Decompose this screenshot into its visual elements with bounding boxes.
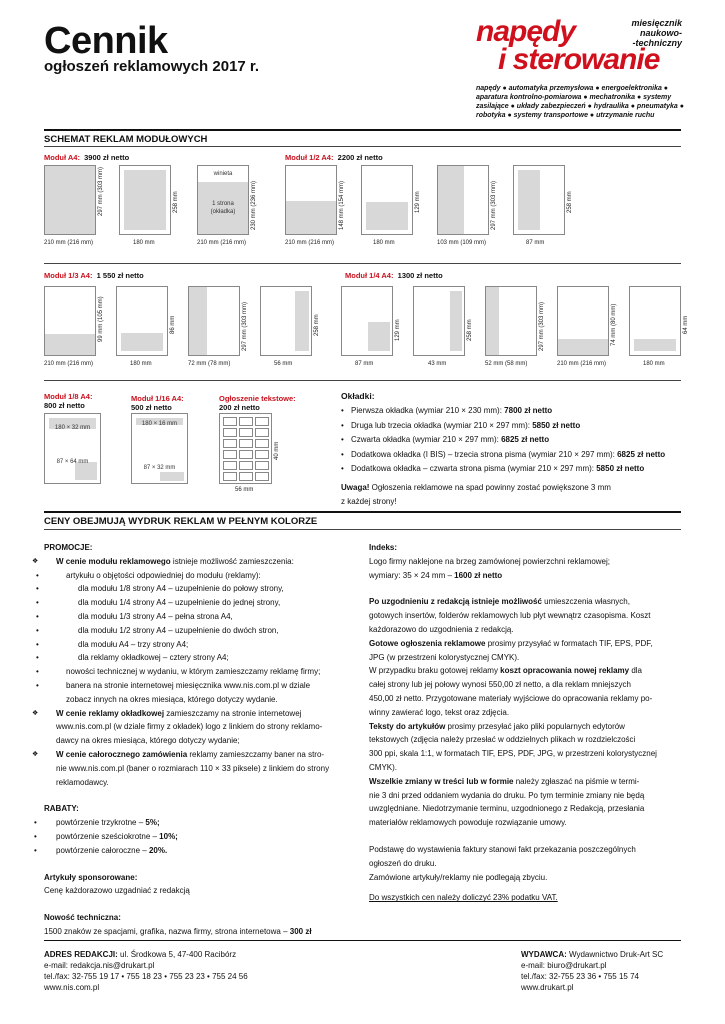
dim-label: 258 mm	[467, 319, 473, 341]
layout-a4-full	[44, 165, 96, 235]
covers-list	[341, 404, 686, 477]
text-ad-slot	[255, 461, 269, 470]
dim-label: 297 mm (303 mm)	[98, 166, 104, 216]
discount-item: • powtórzenie sześciokrotne – 10%;	[44, 830, 359, 844]
articles-text: CMYK).	[369, 762, 397, 772]
dim-label: 87 mm	[526, 240, 545, 246]
left-column	[44, 541, 359, 939]
promo-subitem: • dla modułu 1/4 strony A4 – uzupełnienie do jednej strony,	[44, 596, 359, 610]
changes-text: uwzględniane. Niedotrzymanie terminu, uzgodnionego z Redakcją, przesłania	[369, 804, 645, 814]
section-heading-ceny: CENY OBEJMUJĄ WYDRUK REKLAM W PEŁNYM KOLORZE	[44, 516, 318, 527]
design-cost-text: całej strony lub jej połowy wynosi 550,00 zł netto, a dla reklam mniejszych	[369, 680, 631, 690]
invoice-text: Zamówione artykuły/reklamy nie podlegają zbyciu.	[369, 872, 548, 882]
vat-note: Do wszystkich cen należy doliczyć 23% podatku VAT.	[369, 893, 558, 903]
promo-subitem: • dla reklamy okładkowej – cztery strony A4;	[44, 651, 359, 665]
cover-item: • Dodatkowa okładka – czwarta strona pisma (wymiar 210 × 297 mm): 5850 zł netto	[341, 462, 686, 477]
module-sixteenth-title: Moduł 1/16 A4: 500 zł netto	[131, 394, 184, 412]
text-ad-slot	[239, 417, 253, 426]
layout-half-vertical	[437, 165, 489, 235]
brand-line2: i sterowanie	[498, 43, 660, 76]
sponsored-heading: Artykuły sponsorowane:	[44, 872, 138, 882]
dim-label: 52 mm (58 mm)	[485, 361, 528, 367]
promo-cont: www.nis.com.pl (w dziale firmy z okładek) logo z linkiem do strony reklamo-	[56, 722, 323, 732]
dim-label: 180 mm	[643, 361, 665, 367]
divider	[44, 263, 681, 264]
cover-label: 1 strona (okładka)	[210, 201, 236, 215]
size-label: 180 × 32 mm	[54, 425, 91, 431]
design-cost-text: 450,00 zł netto. Przygotowane materiały wyjściowe do opracowania reklamy po-	[369, 693, 653, 703]
index-text: Logo firmy naklejone na brzeg zamówionej powierzchni reklamowej;	[369, 556, 611, 566]
brand-side-2: naukowo-	[640, 28, 682, 38]
text-ad-slot	[223, 461, 237, 470]
dim-label: 258 mm	[173, 191, 179, 213]
design-cost-text: winny zawierać logo, tekst oraz zdjęcia.	[369, 707, 510, 717]
promo-subitem: • nowości technicznej w wydaniu, w którym zamieszczamy reklamę firmy;	[44, 665, 359, 679]
footer-editorial: ADRES REDAKCJI: ul. Środkowa 5, 47-400 Racibórz e-mail: redakcja.nis@drukart.pl tel./fax: 32-755 19 17 • 755 18 23 • 755 23 23 • 755 24 56 www.nis.com.pl	[44, 949, 364, 993]
articles-text: tekstowych (zdjęcia należy przesłać w oddzielnych plikach w rozdzielczości	[369, 735, 636, 745]
layout-sixteenth	[131, 413, 188, 484]
size-label: 180 × 16 mm	[141, 421, 178, 427]
dim-label: 72 mm (78 mm)	[188, 361, 231, 367]
layout-third-vertical	[188, 286, 240, 356]
layout-quarter-column	[413, 286, 465, 356]
brand-side	[631, 18, 682, 48]
divider	[44, 511, 681, 513]
module-a4-title: Moduł A4: 3900 zł netto	[44, 153, 130, 162]
cover-item: • Pierwsza okładka (wymiar 210 × 230 mm): 7800 zł netto	[341, 404, 686, 419]
dim-label: 180 mm	[130, 361, 152, 367]
divider	[44, 940, 681, 941]
ready-ads-text: Gotowe ogłoszenia reklamowe prosimy przysyłać w formatach TIF, EPS, PDF,	[369, 638, 653, 648]
text-ad-slot	[223, 439, 237, 448]
index-price: wymiary: 35 × 24 mm – 1600 zł netto	[369, 570, 503, 580]
layout-quarter-strip	[629, 286, 681, 356]
ready-ads-text: JPG (w przestrzeni kolorystycznej CMYK).	[369, 652, 520, 662]
divider	[44, 129, 681, 131]
bleed-note: Uwaga! Ogłoszenia reklamowe na spad powinny zostać powiększone 3 mm z każdej strony!	[341, 483, 611, 506]
promo-item: ❖ W cenie całorocznego zamówienia reklamy zamieszczamy baner na stro-	[44, 748, 359, 762]
editorial-website[interactable]: www.nis.com.pl	[44, 983, 100, 992]
text-ad-slot	[255, 439, 269, 448]
text-ad-slot	[239, 439, 253, 448]
dim-label: 103 mm (109 mm)	[437, 240, 487, 246]
publisher-phone: tel./fax: 32-755 23 36 • 755 15 74	[521, 972, 639, 981]
brand-side-3: -techniczny	[632, 38, 682, 48]
inserts-text: każdorazowo do uzgodnienia z redakcją.	[369, 624, 514, 634]
footer-publisher: WYDAWCA: Wydawnictwo Druk-Art SC e-mail: biuro@drukart.pl tel./fax: 32-755 23 36 • 755 15 74 www.drukart.pl	[521, 949, 685, 993]
layout-text-ad-grid	[219, 413, 272, 484]
dim-label: 210 mm (216 mm)	[557, 361, 607, 367]
promo-subitem: • dla modułu 1/3 strony A4 – pełna strona A4,	[44, 610, 359, 624]
dim-label: 87 mm	[355, 361, 374, 367]
promotions-heading: PROMOCJE:	[44, 543, 93, 552]
text-ad-slot	[223, 472, 237, 481]
layout-third-horizontal	[44, 286, 96, 356]
divider	[44, 529, 681, 530]
promo-cont: dawcy na okres miesiąca, którego dotyczy wydanie;	[56, 736, 240, 746]
dim-label: 56 mm	[235, 487, 254, 493]
module-quarter-title: Moduł 1/4 A4: 1300 zł netto	[345, 271, 443, 280]
inserts-text: gotowych insertów, folderów reklamowych lub płyt wewnątrz czasopisma. Koszt	[369, 611, 651, 621]
text-ad-slot	[239, 450, 253, 459]
dim-label: 56 mm	[274, 361, 293, 367]
dim-label: 129 mm	[395, 319, 401, 341]
changes-text: materiałów reklamowych powoduje rozwiązanie umowy.	[369, 818, 567, 828]
page-subtitle: ogłoszeń reklamowych 2017 r.	[44, 58, 260, 75]
dim-label: 210 mm (216 mm)	[197, 240, 247, 246]
changes-text: Wszelkie zmiany w treści lub w formie należy zgłaszać na piśmie w termi-	[369, 776, 640, 786]
layout-half-inner	[361, 165, 413, 235]
brand-side-1: miesięcznik	[631, 18, 682, 28]
size-label: 87 × 64 mm	[56, 459, 89, 465]
promo-item: ❖ W cenie reklamy okładkowej zamieszczamy na stronie internetowej	[44, 707, 359, 721]
module-half-title: Moduł 1/2 A4: 2200 zł netto	[285, 153, 383, 162]
dim-label: 86 mm	[170, 315, 176, 334]
text-ad-slot	[255, 428, 269, 437]
dim-label: 297 mm (303 mm)	[491, 180, 497, 230]
invoice-text: Podstawę do wystawienia faktury stanowi fakt przekazania poszczególnych	[369, 844, 636, 854]
sponsored-text: Cenę każdorazowo uzgadniać z redakcją	[44, 886, 190, 896]
promo-subitem: • dla modułu 1/8 strony A4 – uzupełnienie do połowy strony,	[44, 582, 359, 596]
dim-label: 180 mm	[373, 240, 395, 246]
dim-label: 74 mm (80 mm)	[611, 303, 617, 346]
discounts-heading: RABATY:	[44, 804, 79, 814]
promo-cont: nie www.nis.com.pl (baner o rozmiarach 110 × 33 piksele) z linkiem do strony	[56, 763, 330, 773]
editorial-phone: tel./fax: 32-755 19 17 • 755 18 23 • 755 23 23 • 755 24 56	[44, 972, 248, 981]
text-ad-slot	[255, 472, 269, 481]
layout-eighth	[44, 413, 101, 484]
text-ad-slot	[239, 428, 253, 437]
brand-line1: napędy	[476, 15, 576, 48]
brand-logo	[476, 15, 682, 84]
size-label: 87 × 32 mm	[143, 465, 176, 471]
module-eighth-title: Moduł 1/8 A4: 800 zł netto	[44, 392, 93, 410]
discount-item: • powtórzenie całoroczne – 20%.	[44, 844, 359, 858]
layout-a4-inner	[119, 165, 171, 235]
layout-quarter-box	[341, 286, 393, 356]
promo-subitem: • dla modułu A4 – trzy strony A4;	[44, 638, 359, 652]
dim-label: 210 mm (216 mm)	[44, 361, 94, 367]
dim-label: 258 mm	[314, 314, 320, 336]
discount-item: • powtórzenie trzykrotne – 5%;	[44, 816, 359, 830]
editorial-email[interactable]: e-mail: redakcja.nis@drukart.pl	[44, 961, 155, 970]
dim-label: 230 mm (236 mm)	[251, 180, 257, 230]
publisher-website[interactable]: www.drukart.pl	[521, 983, 574, 992]
text-ad-slot	[223, 450, 237, 459]
dim-label: 40 mm	[274, 441, 280, 460]
dim-label: 210 mm (216 mm)	[285, 240, 335, 246]
promo-cont: reklamodawcy.	[56, 777, 109, 787]
dim-label: 64 mm	[683, 315, 689, 334]
cover-item: • Dodatkowa okładka (I BIS) – trzecia strona pisma (wymiar 210 × 297 mm): 6825 zł netto	[341, 448, 686, 463]
text-ad-slot	[223, 428, 237, 437]
index-heading: Indeks:	[369, 543, 398, 552]
text-ad-slot	[239, 461, 253, 470]
dim-label: 148 mm (154 mm)	[339, 180, 345, 230]
promo-subitem-cont: zobacz innych na okres miesiąca, którego dotyczy wydanie.	[66, 694, 278, 704]
winieta-label: winieta	[213, 171, 233, 177]
dim-label: 43 mm	[428, 361, 447, 367]
text-ad-slot	[255, 450, 269, 459]
layout-half-horizontal	[285, 165, 337, 235]
dim-label: 258 mm	[567, 191, 573, 213]
publisher-email[interactable]: e-mail: biuro@drukart.pl	[521, 961, 607, 970]
dim-label: 297 mm (303 mm)	[539, 301, 545, 351]
divider	[44, 146, 681, 147]
design-cost-text: W przypadku braku gotowej reklamy koszt opracowania nowej reklamy dla	[369, 666, 643, 676]
promo-item: ❖ W cenie modułu reklamowego istnieje możliwość zamieszczenia:	[44, 555, 359, 569]
promo-subitem: • banera na stronie internetowej miesięcznika www.nis.com.pl w dziale	[44, 679, 359, 693]
tech-news-heading: Nowość techniczna:	[44, 913, 121, 923]
cover-item: • Czwarta okładka (wymiar 210 × 297 mm): 6825 zł netto	[341, 433, 686, 448]
tech-news-text: 1500 znaków ze spacjami, grafika, nazwa firmy, strona internetowa – 300 zł	[44, 926, 312, 936]
inserts-text: Po uzgodnieniu z redakcją istnieje możliwość umieszczenia własnych,	[369, 597, 630, 607]
invoice-text: ogłoszeń do druku.	[369, 858, 437, 868]
layout-quarter-vertical	[485, 286, 537, 356]
dim-label: 99 mm (105 mm)	[98, 296, 104, 342]
page-title: Cennik	[44, 20, 168, 62]
changes-text: nie 3 dni przed oddaniem wydania do druku. Po tym terminie zmiany nie będą	[369, 790, 645, 800]
layout-third-inner	[116, 286, 168, 356]
section-heading-schemat: SCHEMAT REKLAM MODUŁOWYCH	[44, 134, 208, 145]
dim-label: 297 mm (303 mm)	[242, 301, 248, 351]
module-text-ad-title: Ogłoszenie tekstowe: 200 zł netto	[219, 394, 296, 412]
text-ad-slot	[223, 417, 237, 426]
dim-label: 180 mm	[133, 240, 155, 246]
promo-subitem: • artykułu o objętości odpowiedniej do modułu (reklamy):	[44, 569, 359, 583]
promo-subitem: • dla modułu 1/2 strony A4 – uzupełnienie do dwóch stron,	[44, 624, 359, 638]
divider	[44, 380, 681, 381]
covers-title: Okładki:	[341, 391, 375, 401]
dim-label: 129 mm	[415, 191, 421, 213]
articles-text: 300 ppi, skala 1:1, w formatach TIF, EPS, PDF, JPG, w przestrzeni kolorystycznej	[369, 749, 657, 759]
cover-item: • Druga lub trzecia okładka (wymiar 210 × 297 mm): 5850 zł netto	[341, 419, 686, 434]
text-ad-slot	[239, 472, 253, 481]
layout-a4-cover	[197, 165, 249, 235]
text-ad-slot	[255, 417, 269, 426]
layout-third-vertical-inner	[260, 286, 312, 356]
layout-quarter-horizontal	[557, 286, 609, 356]
brand-tagline: napędy ● automatyka przemysłowa ● energoelektronika ● aparatura kontrolno-pomiarowa ● mechatronika ● systemy zasilające ● układy zabezpieczeń ● hydraulika ● pneumatyka ● robotyka ● systemy transportowe ● utrzymanie ruchu	[476, 85, 684, 119]
right-column	[369, 541, 681, 905]
module-third-title: Moduł 1/3 A4: 1 550 zł netto	[44, 271, 144, 280]
dim-label: 210 mm (216 mm)	[44, 240, 94, 246]
layout-half-vertical-inner	[513, 165, 565, 235]
articles-text: Teksty do artykułów prosimy przesyłać jako pliki popularnych edytorów	[369, 721, 625, 731]
